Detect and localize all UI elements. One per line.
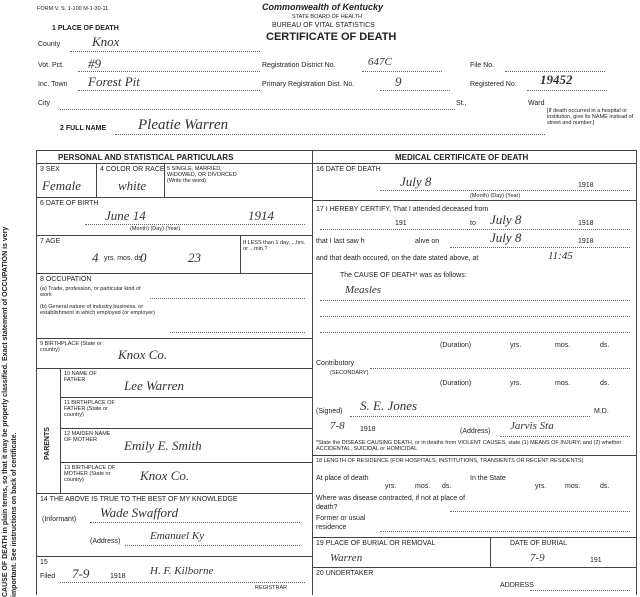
- certify-line: 17 I HEREBY CERTIFY, That I attended deceased from: [316, 206, 489, 213]
- burial-year: 191: [590, 557, 602, 564]
- age-months: 0: [140, 250, 147, 265]
- occupation-a: (a) Trade, profession, or particular kind of work: [40, 286, 141, 298]
- duration-label-2: (Duration): [440, 380, 472, 387]
- signed-value: S. E. Jones: [360, 398, 418, 413]
- informant-line: [90, 522, 300, 523]
- row-age-bottom: [36, 273, 312, 274]
- signed-line: [350, 416, 590, 417]
- table-middle-rule: [312, 150, 313, 595]
- filed-value: 7-9: [72, 566, 90, 581]
- duration-ds-2: ds.: [600, 380, 610, 387]
- age-less-note: If LESS than 1 day, ...hrs. or ...min.?: [243, 240, 306, 252]
- registered-no-line: [527, 90, 607, 91]
- filed-label: Filed: [40, 573, 56, 580]
- dob-label: 6 DATE OF BIRTH: [40, 200, 99, 207]
- cause-line-2: [320, 316, 630, 317]
- row-fbp-bottom: [60, 428, 312, 429]
- birthplace-label: 9 BIRTHPLACE (State or country): [40, 341, 102, 353]
- registrar-label: REGISTRAR: [255, 585, 288, 591]
- sig-address-line: [500, 436, 630, 437]
- duration-ds-1: ds.: [600, 342, 610, 349]
- at-place-mos: mos.: [415, 483, 431, 490]
- form-number: FORM V. S. 1-100 M-1-30-11.: [37, 6, 110, 12]
- place-of-death-label: 1 PLACE OF DEATH: [52, 25, 119, 32]
- informant-address-value: Emanuel Ky: [150, 530, 205, 542]
- in-state-label: In the State: [470, 475, 506, 482]
- inc-town-value: Forest Pit: [88, 74, 140, 89]
- undertaker-line: [530, 590, 630, 591]
- date-of-death-value: July 8: [400, 174, 432, 189]
- occurred-text: and that death occured, on the date stated above, at: [316, 255, 479, 262]
- dob-year: 1914: [248, 208, 274, 223]
- attended-from: 191: [395, 220, 407, 227]
- undertaker-address-label: ADDRESS: [500, 582, 534, 589]
- informant-label: (Informant): [42, 516, 77, 523]
- cause-line-3: [320, 332, 630, 333]
- date-of-death-label: 16 DATE OF DEATH: [316, 166, 381, 173]
- age-label: 7 AGE: [40, 238, 61, 245]
- alive-line: [450, 247, 630, 248]
- undertaker-label: 20 UNDERTAKER: [316, 570, 374, 577]
- attended-to-value: July 8: [490, 212, 522, 227]
- occ-line-a: [150, 298, 305, 299]
- informant-address-line: [125, 545, 300, 546]
- filed-year: 1918: [110, 573, 126, 580]
- attended-to-year: 1918: [578, 220, 594, 227]
- parents-divider: [60, 368, 61, 493]
- filed-line: [60, 582, 305, 583]
- color-label: 4 COLOR OR RACE: [100, 166, 165, 173]
- age-divider: [240, 235, 241, 273]
- alive-on-label: alive on: [415, 238, 440, 245]
- dob-value: June 14: [105, 208, 146, 223]
- attended-to-label: to: [470, 220, 476, 227]
- row-informant-bottom: [36, 556, 312, 557]
- commonwealth-heading: Commonwealth of Kentucky: [262, 2, 384, 12]
- medical-heading: MEDICAL CERTIFICATE OF DEATH: [395, 153, 529, 162]
- cause-value: Measles: [345, 284, 382, 296]
- sex-value: Female: [42, 178, 81, 193]
- contracted-label: Where was disease contracted, if not at place of death?: [316, 495, 466, 511]
- age-units: yrs. mos. ds.: [104, 255, 144, 262]
- row-occ-bottom: [36, 338, 312, 339]
- md-label: M.D.: [594, 408, 609, 415]
- county-value: Knox: [92, 34, 120, 49]
- date-of-death-year: 1918: [578, 182, 594, 189]
- father-bp-label: 11 BIRTHPLACE OF FATHER (State or country): [64, 400, 115, 418]
- vot-line: [78, 71, 260, 72]
- dob-line: [85, 224, 305, 225]
- inc-town-label: Inc. Town: [38, 81, 68, 88]
- in-state-mos: mos.: [565, 483, 581, 490]
- at-place-yrs: yrs.: [385, 483, 397, 490]
- state-note: *State the DISEASE CAUSING DEATH, or in deaths from VIOLENT CAUSES, state (1) MEANS OF INJURY; and (2) whether ACCIDENTAL, SUICIDAL or HOMICIDAL: [316, 440, 622, 452]
- burial-divider: [490, 537, 491, 567]
- color-value: white: [118, 178, 147, 193]
- table-right-rule: [636, 150, 637, 595]
- row-res-bottom: [312, 537, 636, 538]
- reg-district-line: [362, 71, 442, 72]
- bureau-heading: BUREAU OF VITAL STATISTICS: [272, 22, 375, 29]
- filed-number: 15: [40, 559, 48, 566]
- burial-date-label: DATE OF BURIAL: [510, 540, 568, 547]
- informant-address-label: (Address): [90, 538, 121, 545]
- duration-label-1: (Duration): [440, 342, 472, 349]
- informant-value: Wade Swafford: [100, 505, 179, 520]
- row-dob-bottom: [36, 235, 312, 236]
- color-divider: [164, 163, 165, 197]
- row-dod-bottom: [312, 200, 636, 201]
- date-of-death-units: (Month) (Day) (Year): [470, 193, 521, 199]
- registrar-value: H. F. Kilborne: [150, 565, 214, 577]
- residence-label: 18 LENGTH OF RESIDENCE (FOR HOSPITALS, INSTITUTIONS, TRANSIENTS OR RECENT RESIDENTS): [316, 458, 584, 464]
- vot-pct-value: #9: [88, 56, 101, 71]
- true-statement-label: 14 THE ABOVE IS TRUE TO THE BEST OF MY KNOWLEDGE: [40, 496, 238, 503]
- cause-label: The CAUSE OF DEATH* was as follows:: [340, 272, 467, 279]
- occurred-time: 11:45: [548, 250, 573, 262]
- sig-address-label: (Address): [460, 428, 491, 435]
- row-mother-bottom: [60, 462, 312, 463]
- burial-value: Warren: [330, 552, 363, 564]
- sig-address-value: Jarvis Sta: [510, 420, 554, 432]
- duration-mos-1: mos.: [555, 342, 571, 349]
- sex-label: 3 SEX: [40, 166, 60, 173]
- at-place-ds: ds.: [442, 483, 452, 490]
- father-name-label: 10 NAME OF FATHER: [64, 371, 97, 383]
- personal-heading: PERSONAL AND STATISTICAL PARTICULARS: [58, 153, 234, 162]
- father-name-value: Lee Warren: [124, 378, 185, 393]
- contributory-label: Contributory: [316, 360, 355, 367]
- full-name-value: Pleatie Warren: [138, 117, 229, 133]
- vot-pct-label: Vot. Pct.: [38, 62, 65, 69]
- birthplace-value: Knox Co.: [118, 347, 168, 362]
- in-state-yrs: yrs.: [535, 483, 547, 490]
- registered-no-label: Registered No.: [470, 81, 517, 88]
- burial-date-value: 7-9: [530, 552, 545, 564]
- date-signed-year: 1918: [360, 426, 376, 433]
- occ-line-b: [170, 332, 305, 333]
- full-name-line: [115, 134, 545, 135]
- date-signed: 7-8: [330, 420, 345, 432]
- date-of-death-line: [380, 190, 630, 191]
- alive-text: that I last saw h: [316, 238, 365, 245]
- row-sex-bottom: [36, 197, 312, 198]
- inc-line: [78, 90, 260, 91]
- attended-line: [320, 229, 630, 230]
- hospital-note: [If death occurred in a hospital or institution, give its NAME instead of street and number.]: [547, 108, 634, 126]
- reg-district-label: Registration District No.: [262, 62, 336, 69]
- file-no-label: File No.: [470, 62, 495, 69]
- table-top-rule: [36, 150, 636, 151]
- mother-bp-label: 13 BIRTHPLACE OF MOTHER (State or country): [64, 465, 116, 483]
- sex-divider: [96, 163, 97, 197]
- primary-dist-label: Primary Registration Dist. No.: [262, 81, 355, 88]
- former-residence-label: Former or usual residence: [316, 515, 366, 531]
- county-label: County: [38, 41, 61, 48]
- alive-year: 1918: [578, 238, 594, 245]
- registered-no-value: 19452: [540, 72, 573, 87]
- duration-mos-2: mos.: [555, 380, 571, 387]
- row-burial-bottom: [312, 567, 636, 568]
- ward-label: Ward: [528, 100, 545, 107]
- alive-date: July 8: [490, 230, 522, 245]
- dob-units: (Month) (Day) (Year): [130, 226, 181, 232]
- city-line: [60, 109, 455, 110]
- reg-district-value: 647C: [368, 56, 392, 68]
- contracted-line: [450, 511, 630, 512]
- side-instruction-line1: CAUSE OF DEATH in plain terms, so that it may be properly classified. Exact statement of OCCUPATION is very: [2, 226, 9, 597]
- duration-yrs-1: yrs.: [510, 342, 522, 349]
- signed-label: (Signed): [316, 408, 343, 415]
- age-years: 4: [92, 250, 99, 265]
- in-state-ds: ds.: [600, 483, 610, 490]
- row-father-bottom: [60, 397, 312, 398]
- row-cert-bottom: [312, 455, 636, 456]
- street-label: St.,: [456, 100, 467, 107]
- table-left-rule: [36, 150, 37, 595]
- primary-dist-line: [380, 90, 450, 91]
- former-line: [380, 531, 630, 532]
- mother-bp-value: Knox Co.: [140, 468, 190, 483]
- table-head-rule: [36, 163, 636, 164]
- board-heading: STATE BOARD OF HEALTH: [292, 14, 362, 20]
- marital-label: 5 SINGLE, MARRIED, WIDOWED, OR DIVORCED (Write the word): [167, 166, 237, 184]
- occupation-label: 8 OCCUPATION: [40, 276, 92, 283]
- duration-yrs-2: yrs.: [510, 380, 522, 387]
- primary-dist-value: 9: [395, 74, 402, 89]
- certificate-title: CERTIFICATE OF DEATH: [266, 31, 397, 43]
- secondary-label: (SECONDARY): [330, 370, 369, 376]
- mother-name-value: Emily E. Smith: [124, 438, 202, 453]
- at-place-label: At place of death: [316, 475, 369, 482]
- row-mbp-bottom: [36, 493, 312, 494]
- full-name-label: 2 FULL NAME: [60, 125, 107, 132]
- side-instruction-line2: important. See instructions on back of certificate.: [11, 432, 18, 597]
- contrib-line: [370, 368, 630, 369]
- parents-label: PARENTS: [44, 427, 51, 460]
- city-label: City: [38, 100, 51, 107]
- mother-name-label: 12 MAIDEN NAME OF MOTHER: [64, 431, 111, 443]
- cause-line-1: [320, 300, 630, 301]
- row-bp-bottom: [36, 368, 312, 369]
- county-line: [70, 51, 260, 52]
- age-days: 23: [188, 250, 201, 265]
- burial-label: 19 PLACE OF BURIAL OR REMOVAL: [316, 540, 436, 547]
- occupation-b: (b) General nature of industry business, or establishment in which employed (or employer): [40, 304, 155, 316]
